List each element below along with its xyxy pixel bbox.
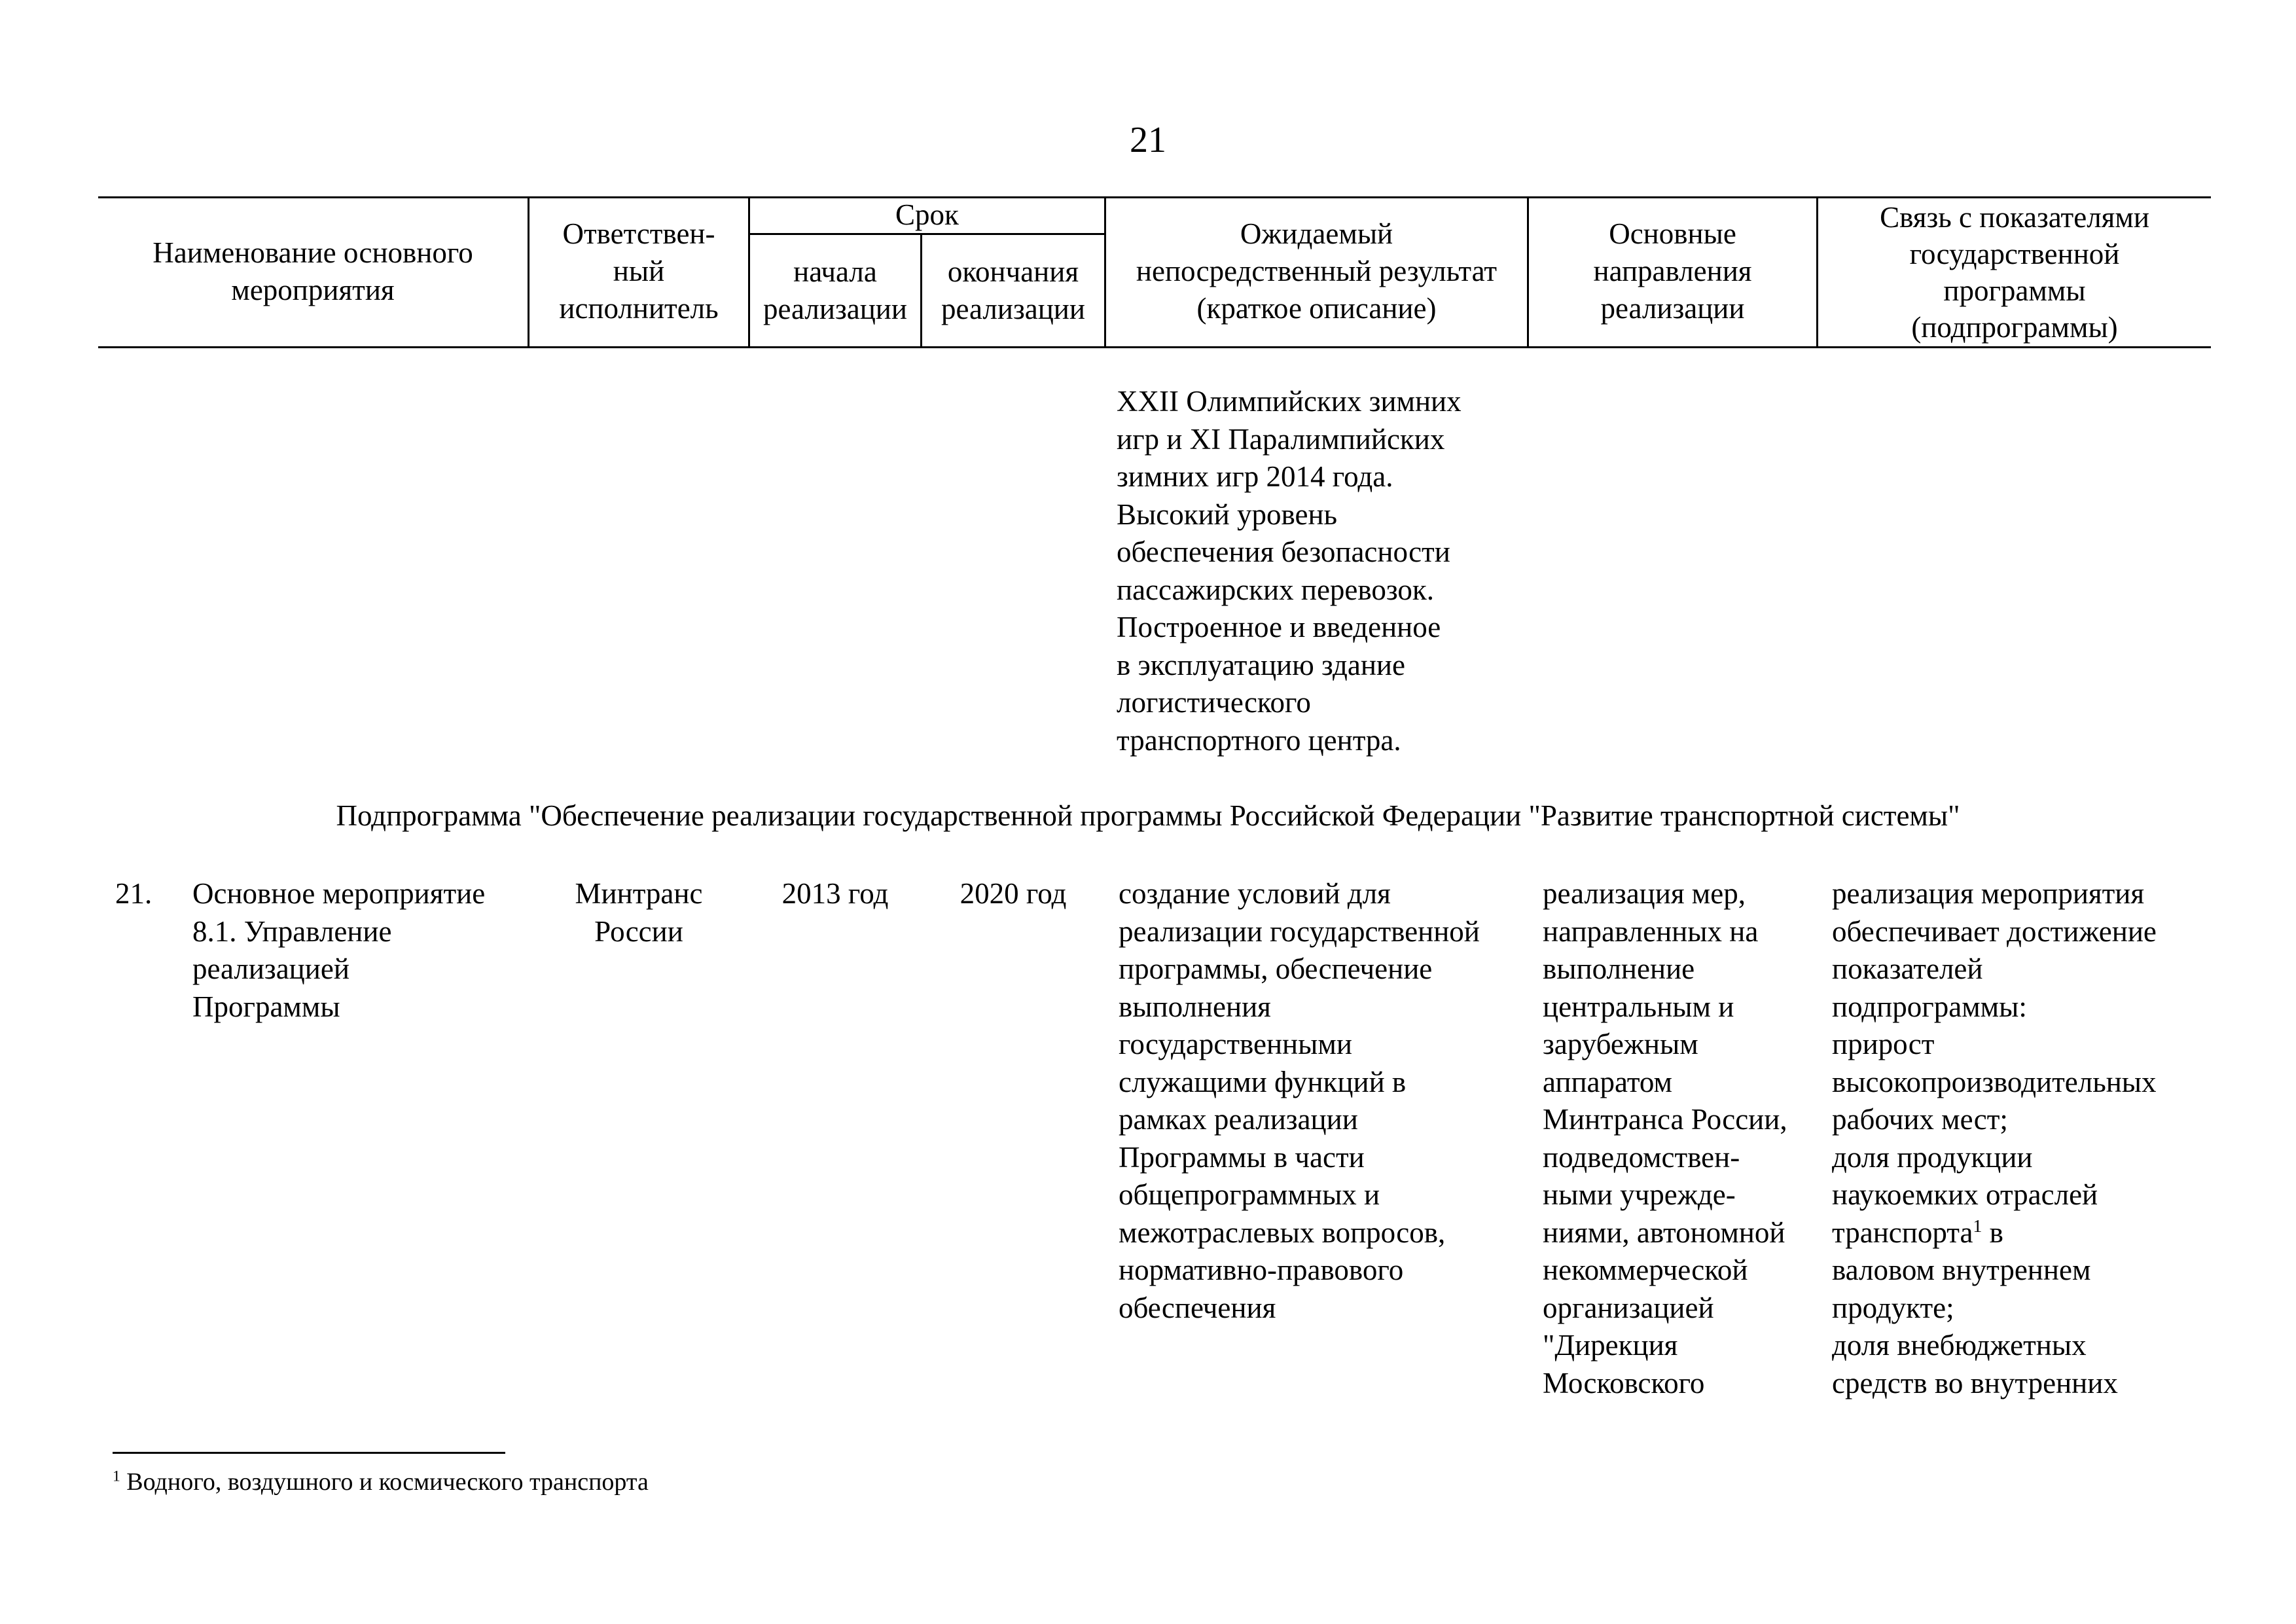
header-end: окончания реализации xyxy=(941,255,1085,325)
row-start: 2013 год xyxy=(781,877,889,910)
subprogram-title: Подпрограмма "Обеспечение реализации государственной программы Российской Федерации "Развитие транспортной системы" xyxy=(336,799,1960,832)
row-indicator-link-part2: в валовом внутреннем продукте; доля внебюджетных средств во внутренних xyxy=(1832,1216,2118,1399)
row-number: 21. xyxy=(115,877,152,910)
footnote-text: Водного, воздушного и космического транспорта xyxy=(120,1468,649,1496)
table-header xyxy=(0,196,2296,348)
footnote-mark: 1 xyxy=(113,1468,120,1485)
expected-result-continuation: XXII Олимпийских зимних игр и XI Паралимпийских зимних игр 2014 года. Высокий уровень обеспечения безопасности пассажирских перевозок. Построенное и введенное в эксплуатацию здание логистического транспортного центра. xyxy=(1117,385,1462,757)
footnote xyxy=(113,1466,649,1498)
header-term: Срок xyxy=(895,198,959,231)
row-end: 2020 год xyxy=(960,877,1067,910)
footnote-reference: 1 xyxy=(1973,1216,1982,1236)
header-directions: Основные направления реализации xyxy=(1593,217,1752,325)
page-number: 21 xyxy=(1130,120,1166,160)
header-start: начала реализации xyxy=(763,255,907,325)
row-expected-result: создание условий для реализации государственной программы, обеспечение выполнения государственными служащими функций в рамках реализации Программы в части общепрограммных и межотраслевых вопросов, нормативно-правового обеспечения xyxy=(1119,877,1480,1324)
row-indicator-link-part1: реализация мероприятия обеспечивает достижение показателей подпрограммы: прирост высокопроизводительных рабочих мест; доля продукции наукоемких отраслей транспорта xyxy=(1832,877,2157,1249)
row-indicator-link xyxy=(1832,875,2157,1402)
row-directions: реализация мер, направленных на выполнение центральным и зарубежным аппаратом Минтранса России, подведомствен- ными учрежде- ниями, автономной некоммерческой организацией "Дирекция Московского xyxy=(1543,877,1787,1399)
header-name: Наименование основного мероприятия xyxy=(152,236,473,306)
footnote-rule xyxy=(113,1452,505,1454)
header-responsible: Ответствен- ный исполнитель xyxy=(559,217,719,325)
row-responsible: Минтранс России xyxy=(575,877,703,948)
header-indicator-link: Связь с показателями государственной программы (подпрограммы) xyxy=(1880,201,2149,344)
header-expected-result: Ожидаемый непосредственный результат (краткое описание) xyxy=(1136,217,1498,325)
row-name: Основное мероприятие 8.1. Управление реализацией Программы xyxy=(192,877,486,1023)
